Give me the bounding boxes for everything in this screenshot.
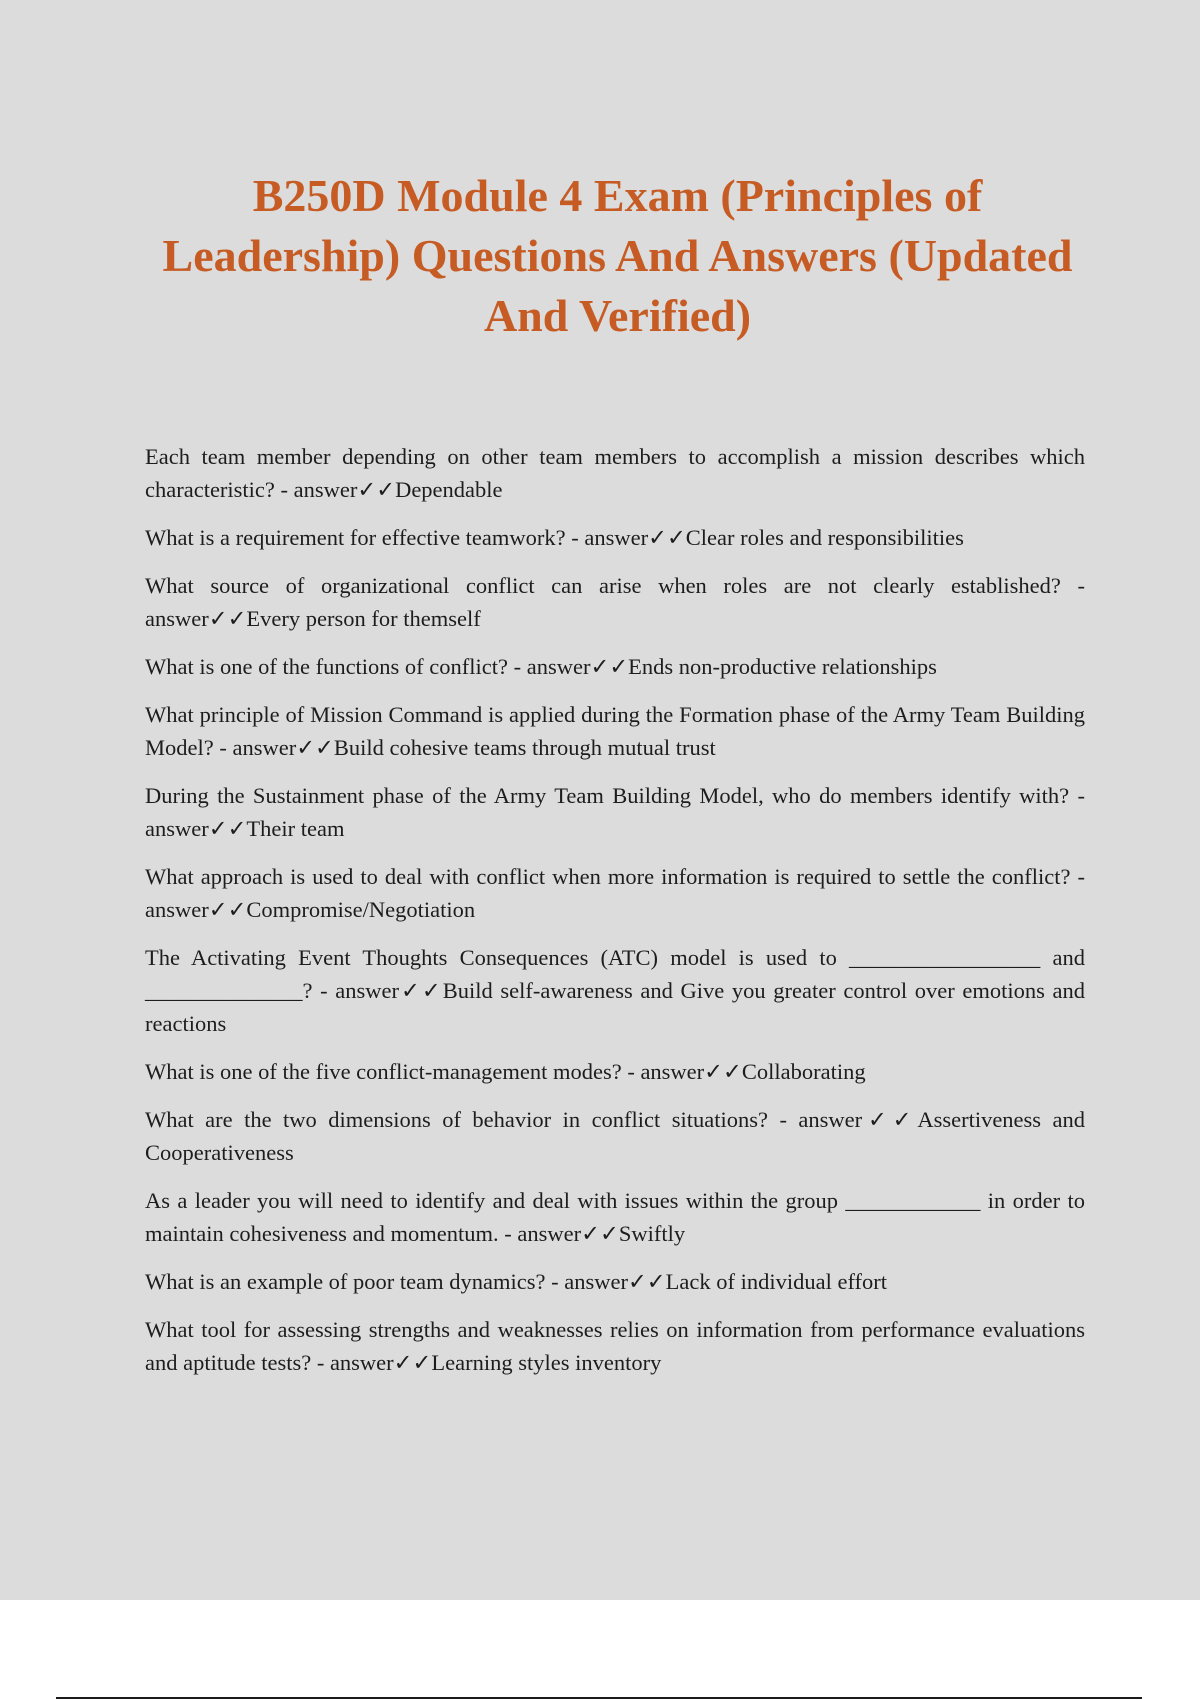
qa-item: What tool for assessing strengths and weaknesses relies on information from performance evaluations and aptitude tests? - answer✓✓Learning styles inventory — [145, 1317, 1085, 1375]
qa-list — [145, 440, 1085, 1394]
qa-item: What is one of the five conflict-management modes? - answer✓✓Collaborating — [145, 1059, 866, 1084]
qa-item: What principle of Mission Command is applied during the Formation phase of the Army Team Building Model? - answer✓✓Build cohesive teams through mutual trust — [145, 702, 1085, 760]
qa-item: Each team member depending on other team members to accomplish a mission describes which characteristic? - answer✓✓Dependable — [145, 444, 1085, 502]
qa-item: As a leader you will need to identify and deal with issues within the group ____________ in order to maintain cohesiveness and momentum. - answer✓✓Swiftly — [145, 1188, 1085, 1246]
qa-item: What is one of the functions of conflict? - answer✓✓Ends non-productive relationships — [145, 654, 937, 679]
qa-item: The Activating Event Thoughts Consequences (ATC) model is used to _________________ and ______________? - answer✓✓Build self-awareness and Give you greater control over emotions and reactions — [145, 945, 1085, 1036]
document-title: B250D Module 4 Exam (Principles of Leadership) Questions And Answers (Updated And Verified) — [162, 170, 1073, 341]
qa-item: What is an example of poor team dynamics? - answer✓✓Lack of individual effort — [145, 1269, 888, 1294]
qa-item: What are the two dimensions of behavior in conflict situations? - answer✓✓Assertiveness and Cooperativeness — [145, 1107, 1085, 1165]
qa-item: What approach is used to deal with conflict when more information is required to settle the conflict? - answer✓✓Compromise/Negotiation — [145, 864, 1085, 922]
page-footer-area — [0, 1600, 1200, 1700]
footer-divider — [56, 1697, 1142, 1699]
qa-item: What source of organizational conflict can arise when roles are not clearly established? - answer✓✓Every person for themself — [145, 573, 1085, 631]
qa-item: What is a requirement for effective teamwork? - answer✓✓Clear roles and responsibilities — [145, 525, 964, 550]
qa-item: During the Sustainment phase of the Army Team Building Model, who do members identify with? - answer✓✓Their team — [145, 783, 1085, 841]
